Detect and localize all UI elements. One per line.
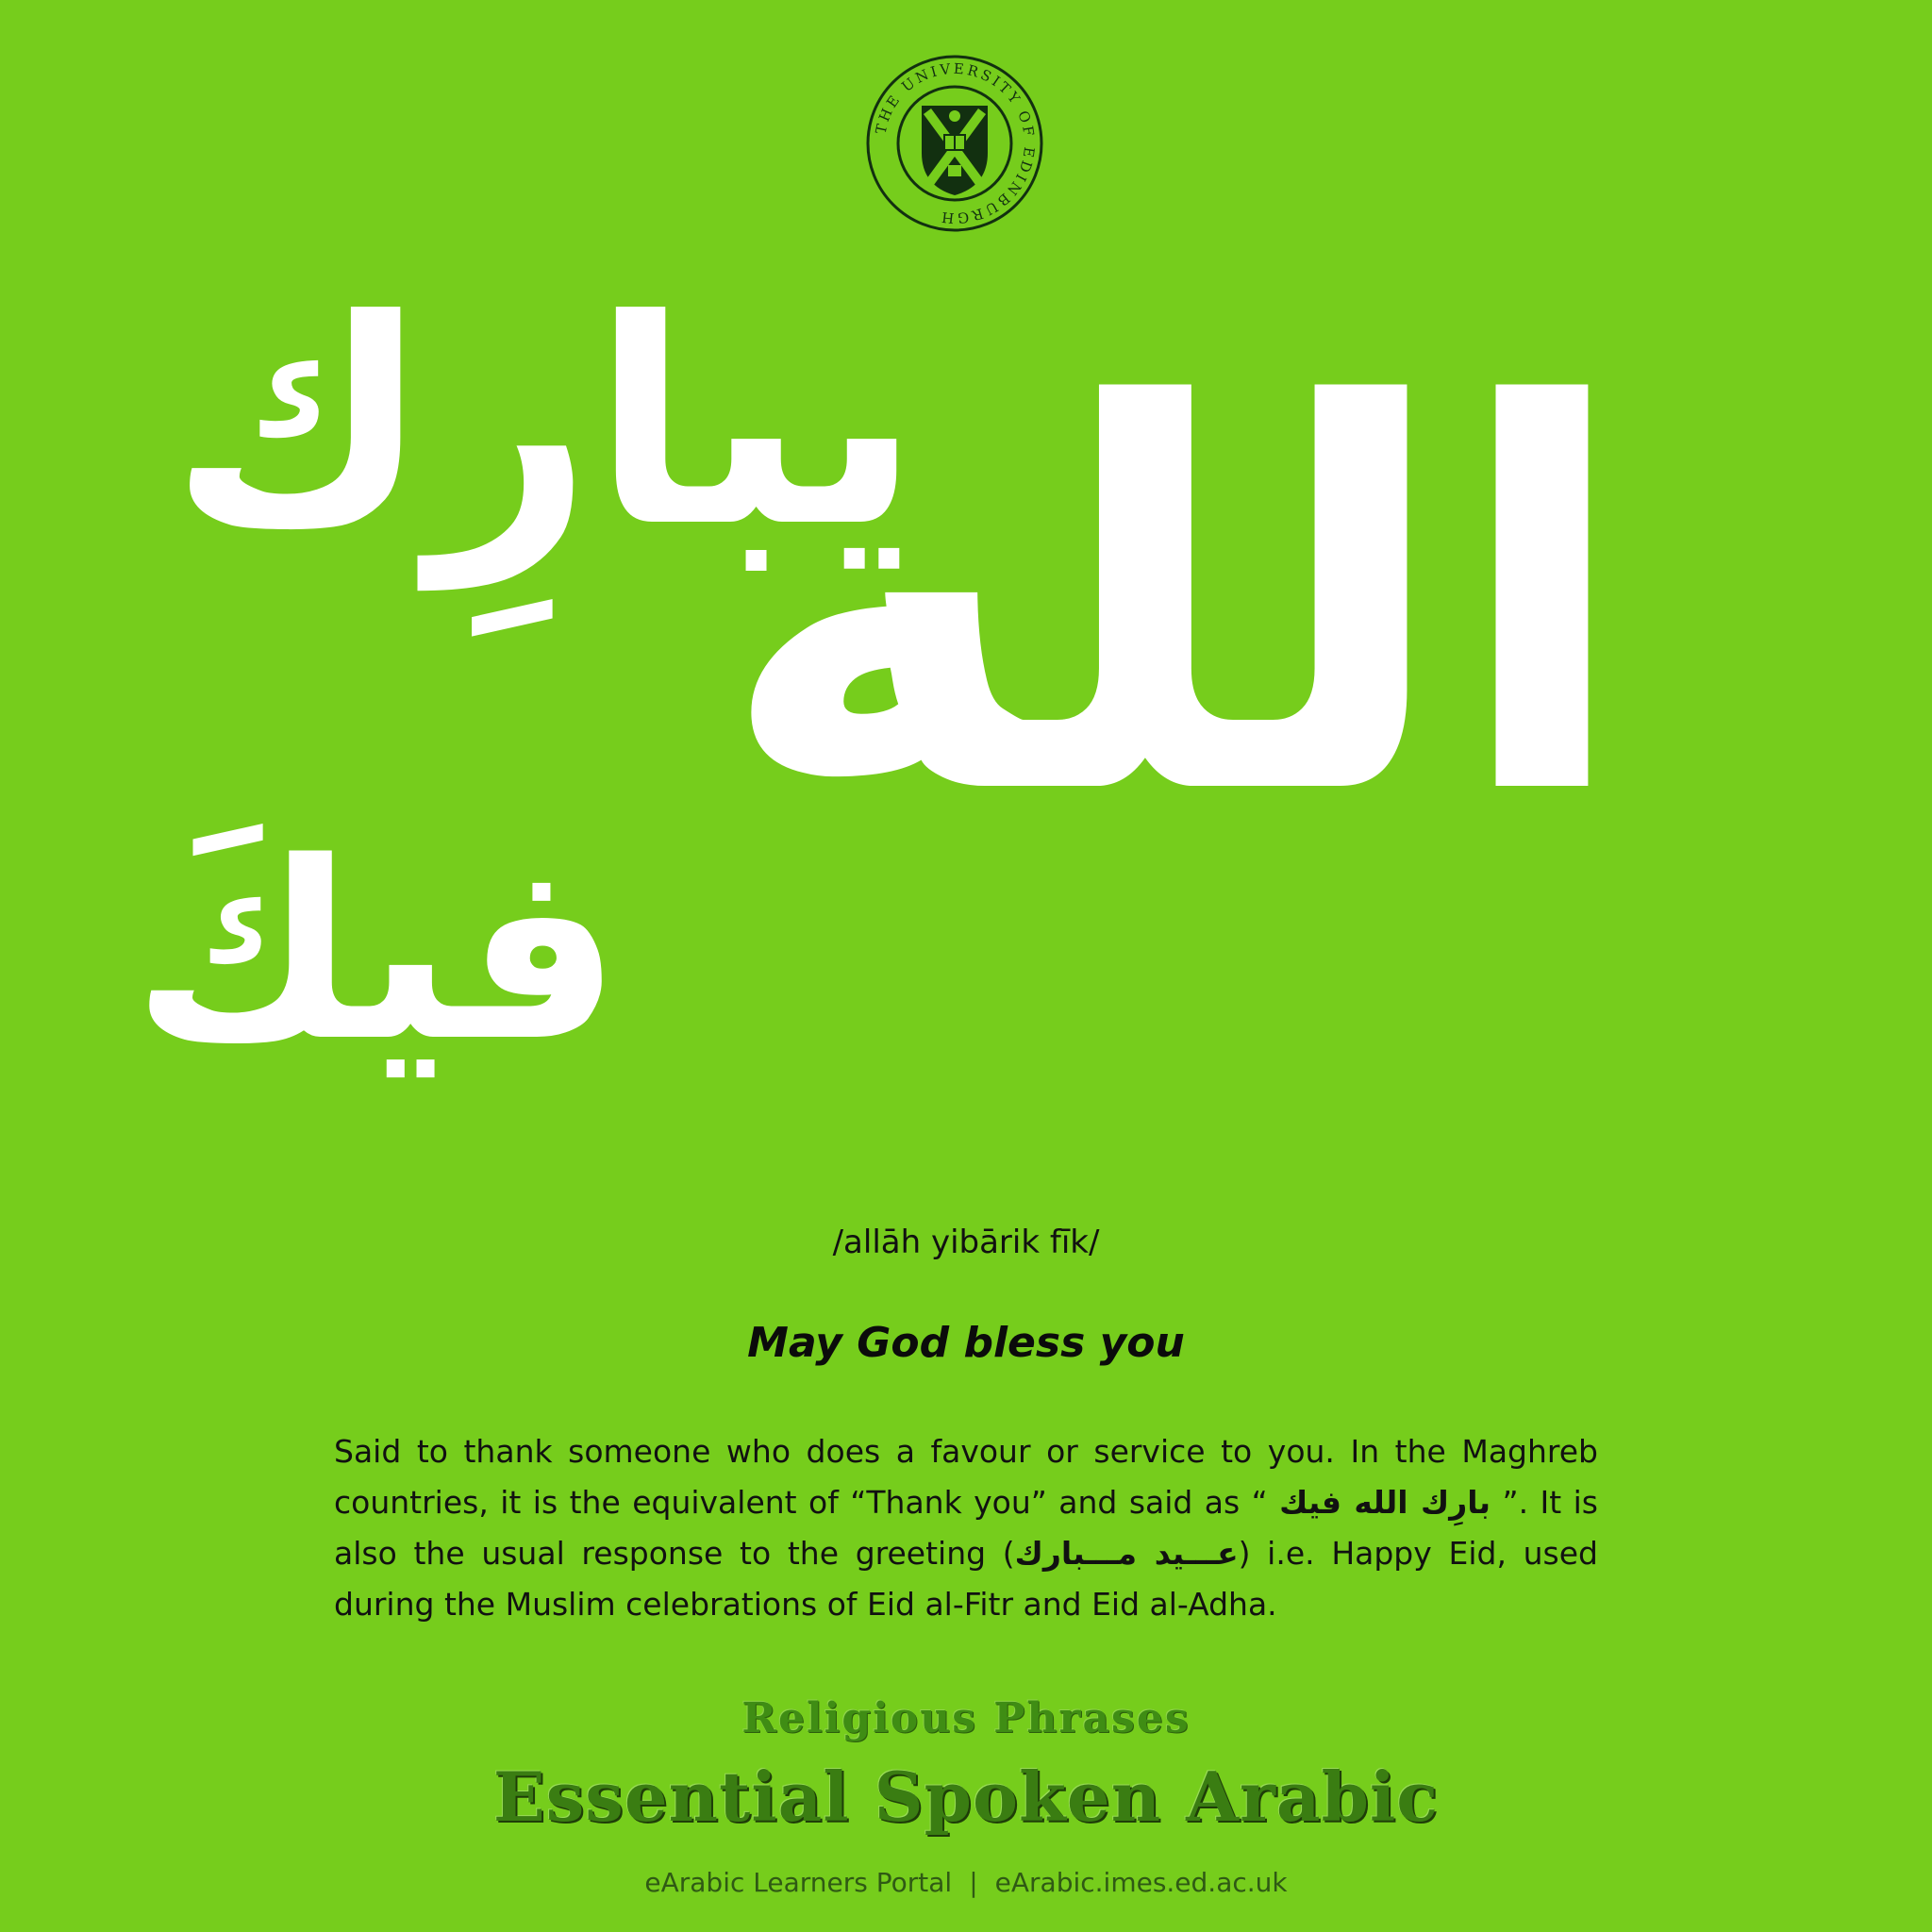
footer — [0, 1867, 1932, 1898]
shield-icon — [922, 106, 988, 195]
calligraphy-allah: الله — [717, 296, 1633, 911]
description-arabic-phrase: بارِك الله فيك — [1279, 1484, 1491, 1521]
description-arabic-greeting: عـــيد مـــبارك — [1014, 1535, 1239, 1572]
calligraphy-yibarik: يبارِك — [170, 259, 921, 589]
transliteration: /allāh yibārik fīk/ — [832, 1224, 1100, 1261]
footer-separator: | — [969, 1867, 978, 1898]
english-meaning: May God bless you — [747, 1319, 1185, 1367]
seal-text: THE UNIVERSITY OF EDINBURGH — [872, 59, 1039, 227]
series-title: Essential Spoken Arabic — [492, 1757, 1440, 1837]
footer-url[interactable]: eArabic.imes.ed.ac.uk — [994, 1867, 1288, 1898]
description-part-1: Said to thank someone who does a favour or service to you. In the Maghreb countries, it is the equivalent of “Thank you” and said as “ — [334, 1433, 1598, 1521]
description-part-3: ) i.e. Happy Eid, used during the Muslim celebrations of Eid al-Fitr and Eid al-Adha. — [334, 1535, 1598, 1623]
description-paragraph — [334, 1426, 1598, 1630]
description-part-2: ”. It is also the usual response to the greeting ( — [334, 1484, 1598, 1572]
university-seal-logo — [865, 54, 1044, 233]
calligraphy-fik: فيكَ — [132, 810, 622, 1095]
footer-portal-name: eArabic Learners Portal — [644, 1867, 953, 1898]
category-heading: Religious Phrases — [741, 1694, 1191, 1742]
